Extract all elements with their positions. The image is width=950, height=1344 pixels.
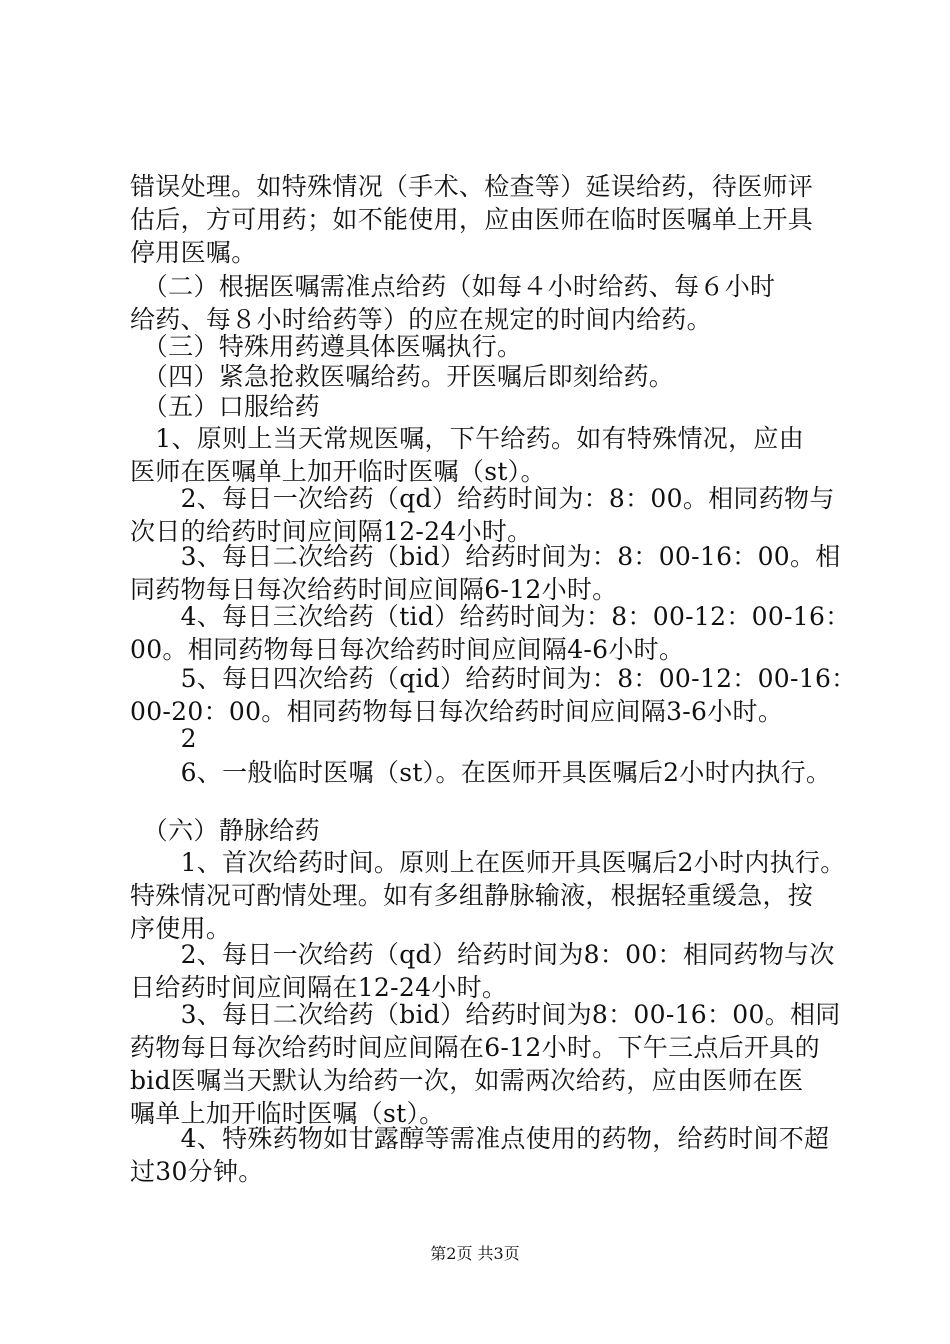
text-line: 次日的给药时间应间隔12-24小时。 xyxy=(130,517,533,546)
paragraph xyxy=(130,662,857,728)
text-line: （三）特殊用药遵具体医嘱执行。 xyxy=(130,332,523,361)
text-line: 估后，方可用药；如不能使用，应由医师在临时医嘱单上开具 xyxy=(130,205,814,234)
text-line: 嘱单上加开临时医嘱（st）。 xyxy=(130,1099,445,1128)
paragraph xyxy=(130,360,840,393)
text-line: 00-20：00。相同药物每日每次给药时间应间隔3-6小时。 xyxy=(130,697,784,726)
text-line: 5、每日四次给药（qid）给药时间为：8：00-12：00-16： xyxy=(130,664,857,693)
text-line: 药物每日每次给药时间应间隔在6-12小时。下午三点后开具的 xyxy=(130,1033,820,1062)
text-line: 特殊情况可酌情处理。如有多组静脉输液，根据轻重缓急，按 xyxy=(130,881,814,910)
paragraph xyxy=(130,482,840,548)
text-line: 4、每日三次给药（tid）给药时间为：8：00-12：00-16： xyxy=(130,602,851,631)
text-line: 给药、每８小时给药等）的应在规定的时间内给药。 xyxy=(130,305,712,334)
text-line: 日给药时间应间隔在12-24小时。 xyxy=(130,973,508,1002)
section-heading xyxy=(130,390,840,423)
paragraph xyxy=(130,1122,840,1188)
text-line: 过30分钟。 xyxy=(130,1157,264,1186)
text-line: 6、一般临时医嘱（st）。在医师开具医嘱后2小时内执行。 xyxy=(130,758,832,787)
paragraph xyxy=(130,270,840,336)
text-line: 3、每日二次给药（bid）给药时间为8：00-16：00。相同 xyxy=(130,1000,841,1029)
text-line: 00。相同药物每日每次给药时间应间隔4-6小时。 xyxy=(130,635,685,664)
text-line: 同药物每日每次给药时间应间隔6-12小时。 xyxy=(130,575,618,604)
paragraph xyxy=(130,846,846,945)
text-line: 2 xyxy=(130,724,197,753)
section-heading xyxy=(130,814,840,847)
text-line: （六）静脉给药 xyxy=(130,816,320,845)
text-line: 1、首次给药时间。原则上在医师开具医嘱后2小时内执行。 xyxy=(130,848,846,877)
text-line: （四）紧急抢救医嘱给药。开医嘱后即刻给药。 xyxy=(130,362,675,391)
paragraph xyxy=(130,170,840,269)
text-line: 停用医嘱。 xyxy=(130,238,257,267)
paragraph xyxy=(130,998,840,1130)
text-line: 3、每日二次给药（bid）给药时间为：8：00-16：00。相 xyxy=(130,542,841,571)
text-line: 2、每日一次给药（qd）给药时间为：8：00。相同药物与 xyxy=(130,484,835,513)
page-number-inline xyxy=(130,722,840,755)
text-line: （二）根据医嘱需准点给药（如每４小时给药、每６小时 xyxy=(130,272,776,301)
paragraph xyxy=(130,330,840,363)
text-line: 2、每日一次给药（qd）给药时间为8：00：相同药物与次 xyxy=(130,940,835,969)
page-footer: 第2页 共3页 xyxy=(430,1244,520,1263)
paragraph xyxy=(130,422,840,488)
paragraph xyxy=(130,600,851,666)
text-line: bid医嘱当天默认为给药一次，如需两次给药，应由医师在医 xyxy=(130,1066,804,1095)
text-line: 1、原则上当天常规医嘱，下午给药。如有特殊情况，应由 xyxy=(130,424,805,453)
paragraph xyxy=(130,938,840,1004)
text-line: 医师在医嘱单上加开临时医嘱（st）。 xyxy=(130,457,546,486)
paragraph xyxy=(130,540,840,606)
text-line: 4、特殊药物如甘露醇等需准点使用的药物，给药时间不超 xyxy=(130,1124,830,1153)
text-line: 错误处理。如特殊情况（手术、检查等）延误给药，待医师评 xyxy=(130,172,814,201)
text-line: 序使用。 xyxy=(130,914,232,943)
paragraph xyxy=(130,756,840,789)
text-line: （五）口服给药 xyxy=(130,392,320,421)
